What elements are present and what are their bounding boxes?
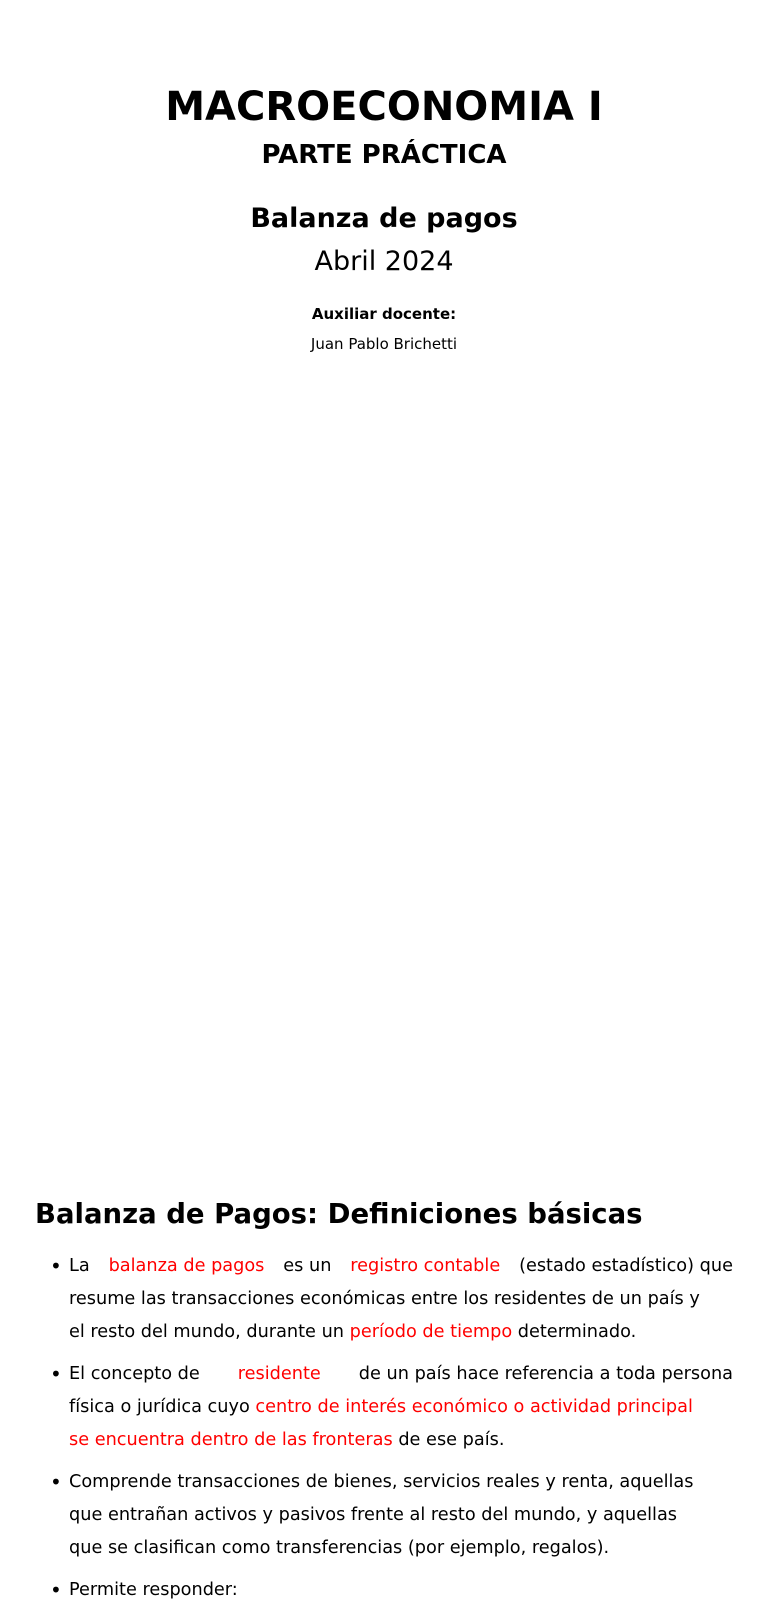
text-line <box>69 1250 733 1283</box>
bullet-text <box>69 1250 733 1349</box>
text-line <box>69 1424 733 1457</box>
text-line <box>69 1532 733 1565</box>
text-line <box>69 1283 733 1316</box>
bullet-item <box>0 1358 768 1457</box>
text-line <box>69 1499 733 1532</box>
text-segment: El concepto de <box>69 1364 200 1384</box>
text-segment: de un país hace referencia a toda persona <box>358 1364 733 1384</box>
text-segment: Comprende transacciones de bienes, servicios reales y renta, aquellas <box>69 1472 694 1492</box>
bullet-item <box>0 1250 768 1349</box>
text-line <box>69 1574 733 1607</box>
text-line <box>69 1466 733 1499</box>
highlighted-term: registro contable <box>350 1256 501 1276</box>
text-segment: Permite responder: <box>69 1580 238 1600</box>
text-segment: física o jurídica cuyo <box>69 1397 256 1417</box>
text-line <box>69 1316 733 1349</box>
text-line <box>69 1391 733 1424</box>
course-subtitle: PARTE PRÁCTICA <box>261 140 507 170</box>
text-segment: que se clasifican como transferencias (por ejemplo, regalos). <box>69 1538 610 1558</box>
text-segment: determinado. <box>512 1322 637 1342</box>
author-name: Juan Pablo Brichetti <box>310 335 458 353</box>
course-title: MACROECONOMIA I <box>165 84 603 130</box>
text-segment: el resto del mundo, durante un <box>69 1322 350 1342</box>
bullet-marker: • <box>50 1578 62 1602</box>
highlighted-term: centro de interés económico o actividad principal <box>255 1397 693 1417</box>
bullet-text <box>69 1358 733 1457</box>
text-line <box>69 1358 733 1391</box>
highlighted-term: período de tiempo <box>349 1322 513 1342</box>
bullet-item <box>0 1466 768 1565</box>
highlighted-term: se encuentra dentro de las fronteras <box>69 1430 393 1450</box>
bullet-marker: • <box>50 1470 62 1494</box>
text-segment: de ese país. <box>392 1430 505 1450</box>
bullet-list <box>0 1250 768 1616</box>
date: Abril 2024 <box>314 246 454 277</box>
text-segment: es un <box>283 1256 332 1276</box>
text-segment: (estado estadístico) que <box>519 1256 733 1276</box>
text-segment: La <box>69 1256 90 1276</box>
bullet-marker: • <box>50 1254 62 1278</box>
topic-title: Balanza de pagos <box>250 203 518 234</box>
bullet-marker: • <box>50 1362 62 1386</box>
highlighted-term: balanza de pagos <box>108 1256 265 1276</box>
text-segment: que entrañan activos y pasivos frente al resto del mundo, y aquellas <box>69 1505 678 1525</box>
slide-heading: Balanza de Pagos: Definiciones básicas <box>35 1198 643 1230</box>
title-slide <box>0 0 768 578</box>
bullet-text <box>69 1574 733 1607</box>
role-label: Auxiliar docente: <box>311 305 457 323</box>
highlighted-term: residente <box>237 1364 321 1384</box>
bullet-item <box>0 1574 768 1607</box>
text-segment: resume las transacciones económicas entre los residentes de un país y <box>69 1289 700 1309</box>
bullet-text <box>69 1466 733 1565</box>
definitions-slide <box>0 578 768 1602</box>
